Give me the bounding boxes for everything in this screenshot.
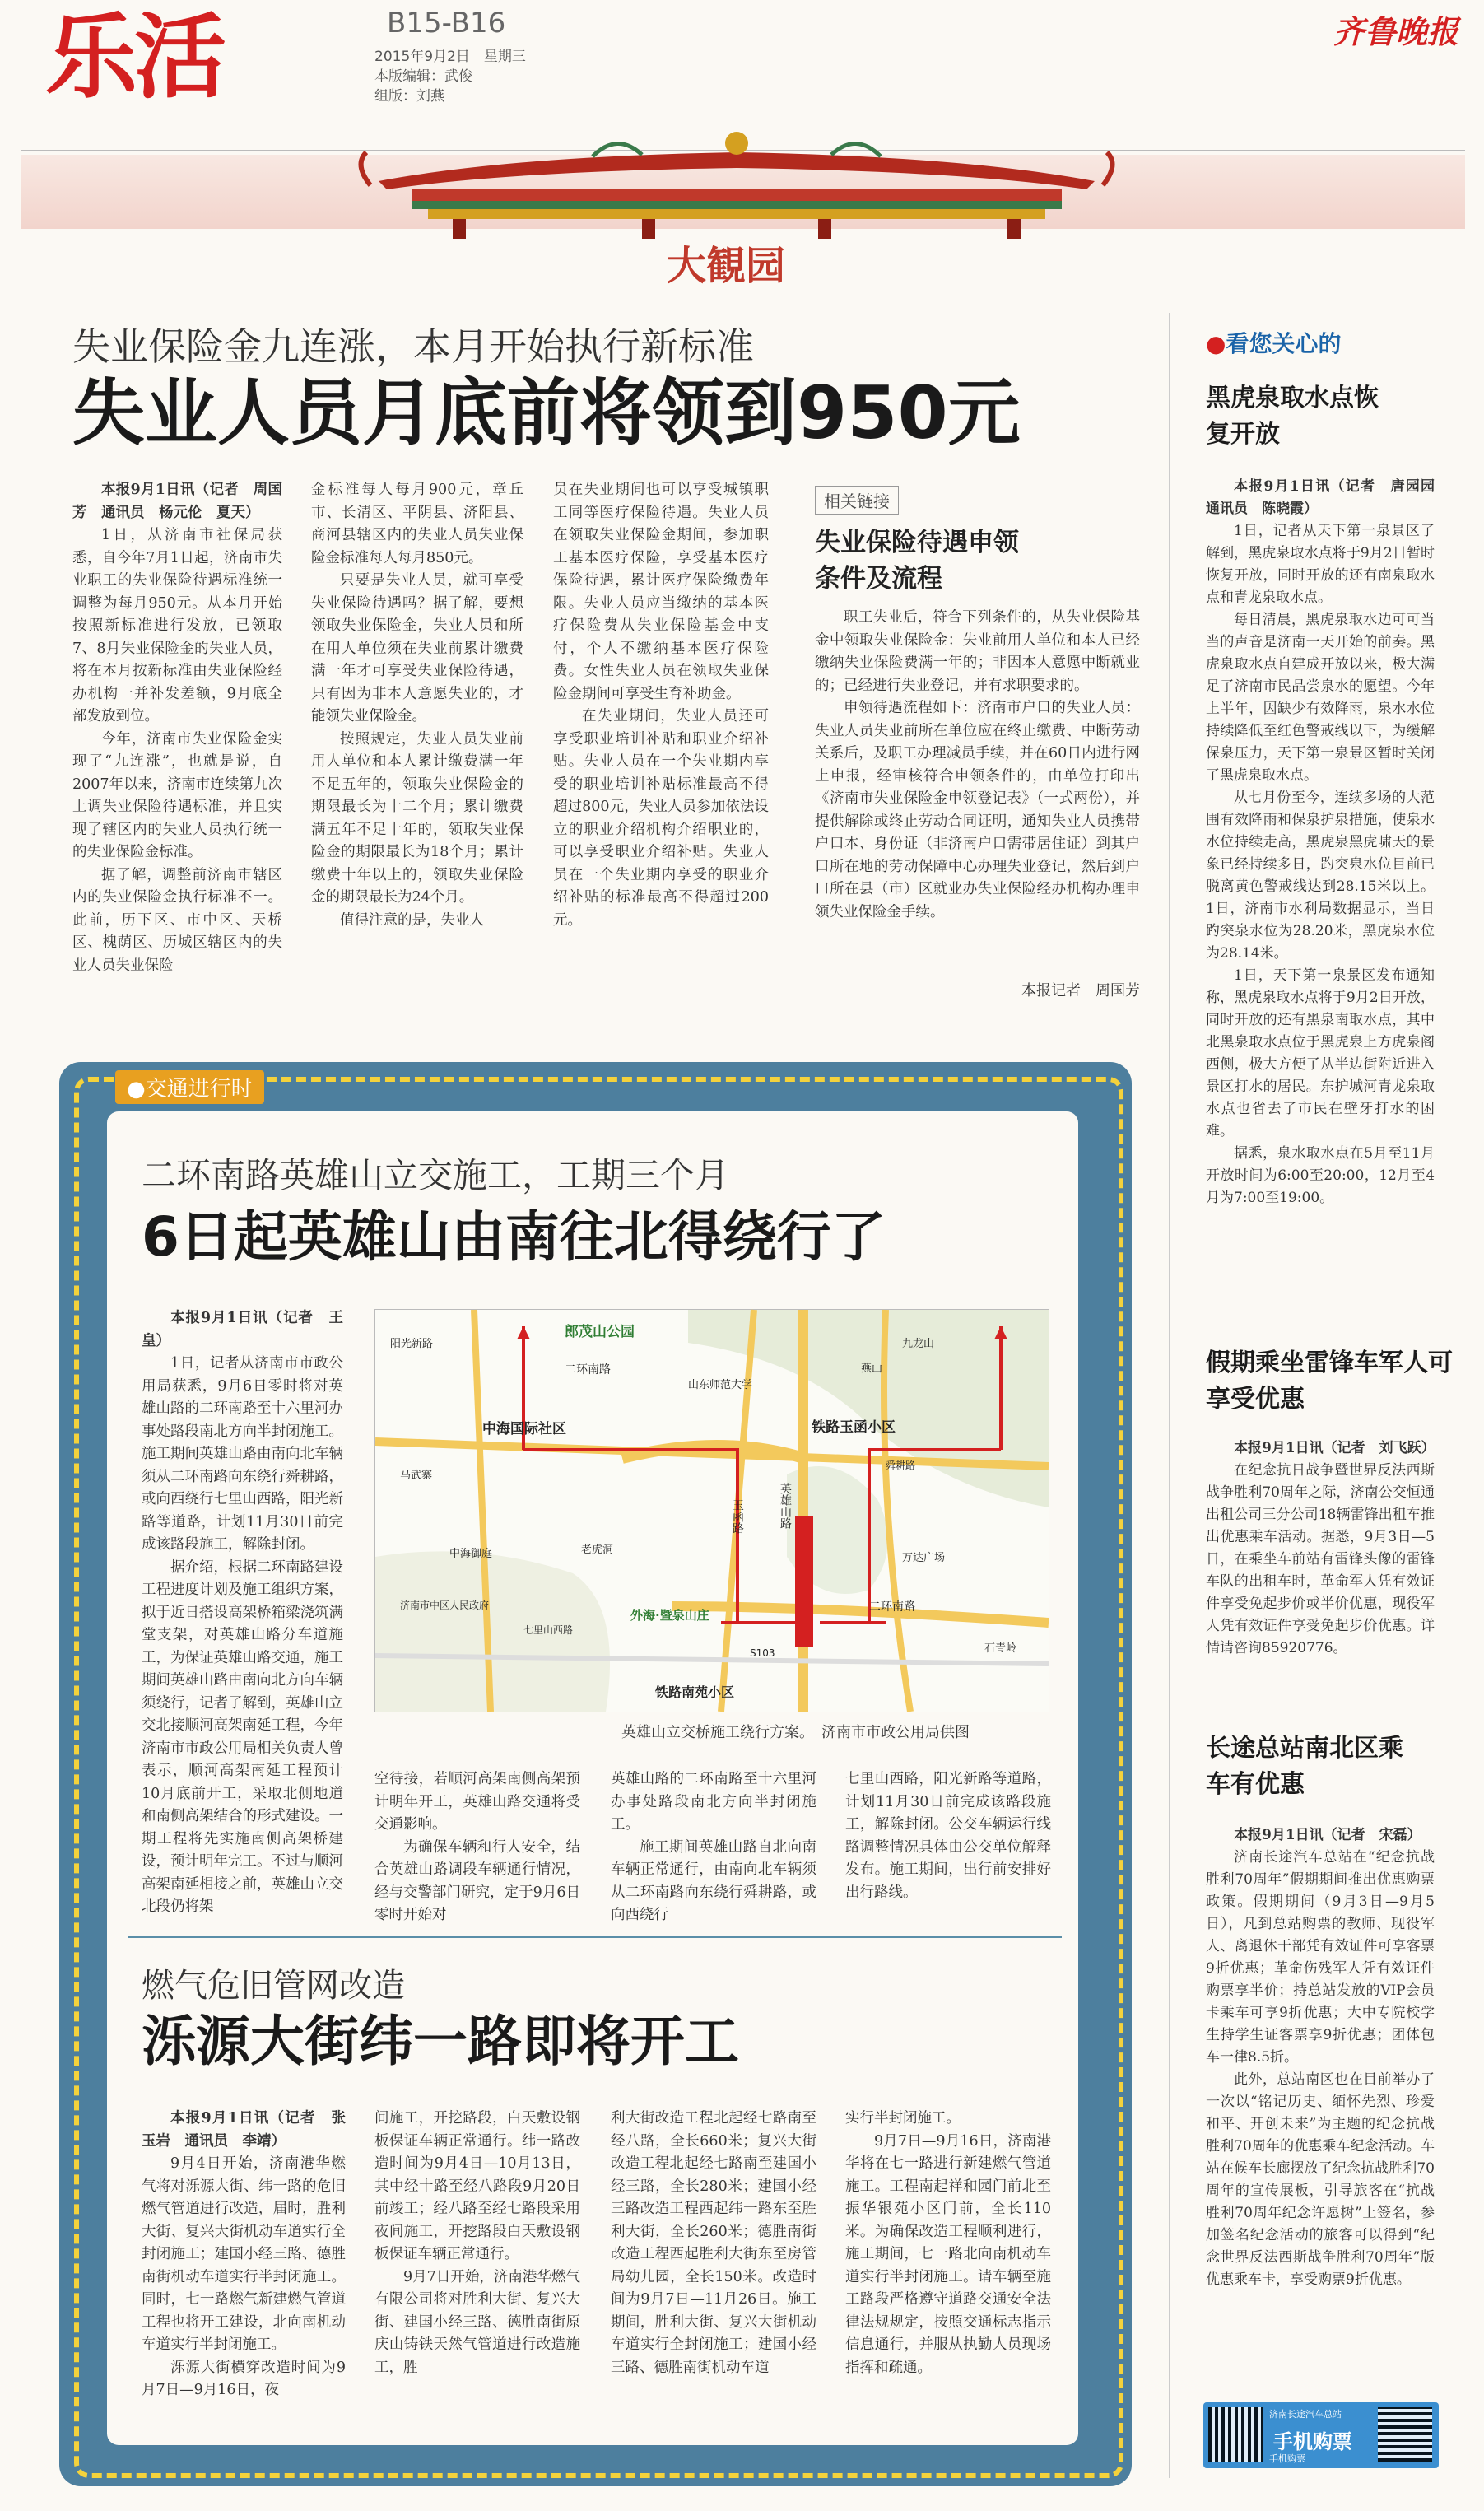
sidebar-paragraph: 1日，记者从天下第一泉景区了解到，黑虎泉取水点将于9月2日暂时恢复开放，同时开放的还有南泉取水点和青龙泉取水点。 [1206,523,1435,606]
map-label: 阳光新路 [390,1338,434,1350]
traffic-column-4 [845,1768,1051,1921]
sidebar-paragraph: 据悉，泉水取水点在5月至11月开放时间为6:00至20:00，12月至4月为7:00至19:00。 [1206,1145,1435,1206]
traffic-paragraph: 英雄山路的二环南路至十六里河办事处路段南北方向半封闭施工。 [611,1771,816,1833]
map-label: 二环南路 [869,1600,915,1614]
pagoda-roof-illustration [346,107,1128,239]
traffic-divider [128,1936,1062,1938]
related-link-box [815,486,1140,1029]
traffic-column-1 [142,1307,343,1921]
sidebar-paragraph: 济南长途汽车总站在“纪念抗战胜利70周年”假期期间推出优惠购票政策。假期期间（9月3日—9月5日），凡到总站购票的教师、现役军人、离退休干部凭有效证件可享客票9折优惠；革命伤残军人凭有效证件购票享半价；持总站发放的VIP会员卡乘车可享9折优惠；大中专院校学生持学生证客票享9折优惠；团体包车一律8.5折。 [1206,1849,1435,2066]
gas-paragraph: 实行半封闭施工。 [845,2110,961,2127]
lead-paragraph: 1日，从济南市社保局获悉，自今年7月1日起，济南市失业职工的失业保险待遇标准统一调整为每月950元。从本月开始按照新标准进行发放，已领取7、8月失业保险金的失业人员，将在本月按新标准由失业保险经办机构一并补发差额，9月底全部发放到位。 [72,527,282,724]
gas-byline: 本报9月1日讯（记者 张玉岩 通讯员 李靖） [142,2110,346,2150]
qr-code-right-icon [1378,2407,1432,2462]
related-link-paragraph: 职工失业后，符合下列条件的，从失业保险基金中领取失业保险金：失业前用人单位和本人已经缴纳失业保险费满一年的；非因本人意愿中断就业的；已经进行失业登记，并有求职要求的。 [815,609,1140,694]
qr-caption-left: 济南长途汽车总站 [1269,2409,1342,2420]
map-label: 郎茂山公园 [565,1324,635,1340]
gas-column-3 [611,2108,816,2429]
qr-caption-right: 手机购票 [1269,2453,1305,2464]
sidebar-paragraph: 在纪念抗日战争暨世界反法西斯战争胜利70周年之际，济南公交恒通出租公司三分公司18辆雷锋出租车推出优惠乘车活动。据悉，9月3日—5日，在乘坐车前站有雷锋头像的雷锋车队的出租车时，革命军人凭有效证件享受免起步价或半价优惠，现役军人凭有效证件享受免起步价优惠。详情请咨询85920776。 [1206,1462,1435,1656]
right-column-header [1206,326,1341,359]
map-label: 舜耕路 [886,1460,916,1471]
right-column-header-label: 看您关心的 [1226,330,1342,357]
traffic-paragraph: 为确保车辆和行人安全，结合英雄山路调段车辆通行情况，经与交警部门研究，定于9月6日零时开始对 [374,1838,580,1923]
detour-map [374,1309,1049,1712]
traffic-paragraph: 据介绍，根据二环南路建设工程进度计划及施工组织方案，拟于近日搭设高架桥箱梁浇筑满堂支架，对英雄山路分车道施工，为保证英雄山路交通，施工期间英雄山路由南向北方向车辆须绕行，记者了解到，英雄山立交北接顺河高架南延工程，今年济南市市政公用局相关负责人曾表示，顺河高架南延工程预计10月底前开工，采取北侧地道和南侧高架结合的形式建设。一期工程将先实施南侧高架桥建设，预计明年完工。不过与顺河高架南延相接之前，英雄山立交北段仍将架 [142,1558,343,1915]
sidebar-byline: 本报9月1日讯（记者 刘飞跃） [1234,1440,1435,1456]
traffic-paragraph: 1日，记者从济南市市政公用局获悉，9月6日零时将对英雄山路的二环南路至十六里河办事处路段南北方向半封闭施工。施工期间英雄山路由南向北车辆须从二环南路向东绕行舜耕路，或向西绕行七里山西路，阳光新路等道路，计划11月30日前完成该路段施工，解除封闭。 [142,1355,343,1553]
right-column-rule [1169,313,1170,2478]
related-link-title: 失业保险待遇申领条件及流程 [815,528,1019,594]
map-label: 中海国际社区 [482,1421,566,1437]
lead-subtitle: 失业保险金九连涨，本月开始执行新标准 [72,324,754,369]
map-label: 燕山 [861,1363,883,1375]
map-label: 二环南路 [565,1363,611,1377]
lead-column-1 [72,479,282,1023]
map-label: 玉函路 [731,1499,744,1534]
sidebar-paragraph: 从七月份至今，连续多场的大范围有效降雨和保泉护泉措施，使泉水水位持续走高，黑虎泉黑虎啸天的景象已经持续多日，趵突泉水位目前已脱离黄色警戒线达到28.15米以上。1日，济南市水利局数据显示，当日趵突泉水位为28.20米，黑虎泉水位为28.14米。 [1206,790,1435,962]
sidebar-byline: 本报9月1日讯（记者 唐园园 通讯员 陈晓霞） [1206,478,1449,517]
map-label: 石青岭 [984,1642,1017,1655]
map-label: 英雄山路 [779,1483,792,1529]
gas-paragraph: 间施工，开挖路段，白天敷设钢板保证车辆正常通行。纬一路改造时间为9月4日—10月13日，其中经十路至经八路段9月20日前竣工；经八路至经七路段采用夜间施工，开挖路段白天敷设钢板保证车辆正常通行。 [374,2110,580,2262]
related-link-paragraph: 申领待遇流程如下：济南市户口的失业人员：失业人员失业前所在单位应在终止缴费、中断劳动关系后，及职工办理减员手续，并在60日内进行网上申报，经审核符合申领条件的，由单位打印出《济南市失业保险金申领登记表》（一式两份），并提供解除或终止劳动合同证明，通知失业人员携带户口本、身份证（非济南户口需带居住证）到其户口所在地的劳动保障中心办理失业登记，然后到户口所在县（市）区就业办失业保险经办机构办理申领失业保险金手续。 [815,700,1140,920]
sidebar-paragraph: 每日清晨，黑虎泉取水边可可当当的声音是济南一天开始的前奏。黑虎泉取水点自建成开放以来，极大满足了济南市民品尝泉水的愿望。今年上半年，因缺少有效降雨，泉水水位持续降低至红色警戒线以下，为缓解保泉压力，天下第一泉景区暂时关闭了黑虎泉取水点。 [1206,612,1435,784]
sidebar-story-body [1206,476,1449,1299]
sidebar-story-body [1206,1824,1435,2392]
gas-paragraph: 9月7日开始，济南港华燃气有限公司将对胜利大街、复兴大街、建国小经三路、德胜南街原庆山铸铁天然气管道进行改造施工，胜 [374,2268,580,2376]
gas-column-1 [142,2108,346,2429]
lead-paragraph: 在失业期间，失业人员还可享受职业培训补贴和职业介绍补贴。失业人员在一个失业期内享受的职业培训补贴标准最高不得超过800元，失业人员参加依法设立的职业介绍机构介绍职业的，可以享受职业介绍补贴。失业人员在一个失业期内享受的职业介绍补贴的标准最高不得超过200元。 [553,708,769,929]
traffic-column-3 [611,1768,816,1921]
map-caption: 英雄山立交桥施工绕行方案。 济南市市政公用局供图 [621,1724,970,1741]
lead-paragraph: 按照规定，失业人员失业前用人单位和本人累计缴费满一年不足五年的，领取失业保险金的期限最长为十二个月；累计缴费满五年不足十年的，领取失业保险金的期限最长为18个月；累计缴费十年以上的，领取失业保险金的期限最长为24个月。 [311,730,523,906]
traffic-tag-label: 交通进行时 [145,1077,253,1102]
traffic-paragraph: 施工期间英雄山路自北向南车辆正常通行，由南向北车辆须从二环南路向东绕行舜耕路，或向西绕行 [611,1838,816,1923]
gas-paragraph: 利大街改造工程北起经七路南至经八路，全长660米；复兴大街改造工程北起经七路南至建国小经三路，全长280米；建国小经三路改造工程西起纬一路东至胜利大街，全长260米；德胜南街改造工程西起胜利大街东至房管局幼儿园，全长150米。改造时间为9月7日—11月26日。施工期间，胜利大街、复兴大街机动车道实行全封闭施工；建国小经三路、德胜南街机动车道 [611,2110,816,2376]
gas-column-4 [845,2108,1051,2429]
lead-paragraph: 今年，济南市失业保险金实现了“九连涨”，也就是说，自2007年以来，济南市连续第九次上调失业保险待遇标准，并且实现了辖区内的失业人员执行统一的失业保险金标准。 [72,730,282,860]
sidebar-story-title: 假期乘坐雷锋车军人可享受优惠 [1206,1349,1453,1414]
sidebar-paragraph: 1日，天下第一泉景区发布通知称，黑虎泉取水点将于9月2日开放，同时开放的还有黑泉南取水点，其中北黑泉取水点位于黑虎泉上方虎泉阁西侧，极大方便了从半边街附近进入景区打水的居民。东护城河青龙泉取水点也省去了市民在壁牙打水的困难。 [1206,967,1435,1139]
traffic-byline: 本报9月1日讯（记者 王皇） [142,1310,343,1349]
page-layout-credit: 组版：刘燕 [374,88,444,105]
sidebar-story-title: 长途总站南北区乘车有优惠 [1206,1734,1403,1799]
bullet-dot-icon: ● [1206,330,1226,357]
issue-date: 2015年9月2日 星期三 [374,49,526,65]
map-label: 老虎洞 [581,1544,614,1556]
lead-paragraph: 值得注意的是，失业人 [340,911,484,929]
qr-banner [1203,2402,1439,2468]
detour-map-graphic [375,1310,1049,1712]
lead-column-3 [553,479,769,1023]
map-label: 铁路南苑小区 [655,1684,735,1700]
map-label: 中海御庭 [449,1548,493,1560]
sidebar-story-body [1206,1437,1435,1709]
traffic-paragraph: 空待接，若顺河高架南侧高架预计明年开工，英雄山路交通将受交通影响。 [374,1771,580,1833]
lead-column-2 [311,479,523,1023]
gas-paragraph: 9月4日开始，济南港华燃气将对泺源大街、纬一路的危旧燃气管道进行改造，届时，胜利大街、复兴大街机动车道实行全封闭施工；建国小经三路、德胜南街机动车道实行半封闭施工。同时，七一路燃气新建燃气管道工程也将开工建设，北向南机动车道实行半封闭施工。 [142,2155,346,2353]
traffic-subtitle: 二环南路英雄山立交施工，工期三个月 [142,1155,730,1195]
gas-subtitle: 燃气危旧管网改造 [142,1967,405,2005]
map-label: 外海·暨泉山庄 [630,1608,709,1623]
gas-title: 泺源大街纬一路即将开工 [142,2010,739,2073]
sidebar-byline: 本报9月1日讯（记者 宋磊） [1234,1827,1421,1843]
map-label: 七里山西路 [523,1624,574,1636]
sidebar-story-title: 黑虎泉取水点恢复开放 [1206,384,1379,449]
lead-paragraph: 员在失业期间也可以享受城镇职工同等医疗保险待遇。失业人员在领取失业保险金期间，参加职工基本医疗保险，享受基本医疗保险待遇，累计医疗保险缴费年限。失业人员应当缴纳的基本医疗保险费从失业保险基金中支付，个人不缴纳基本医疗保险费。女性失业人员在领取失业保险金期间可享受生育补助金。 [553,482,769,702]
gas-column-2 [374,2108,580,2429]
gas-paragraph: 9月7日—9月16日，济南港华将在七一路进行新建燃气管道施工。工程南起祥和园门前北至振华银苑小区门前，全长110米。为确保改造工程顺利进行，施工期间，七一路北向南机动车道实行半封闭施工。请车辆至施工路段严格遵守道路交通安全法律法规规定，按照交通标志指示信息通行，并服从执勤人员现场指挥和疏通。 [845,2132,1051,2376]
related-link-body [815,607,1140,969]
column-title: 大観园 [667,243,786,289]
masthead-logo: 乐活 [45,4,223,111]
traffic-column-2 [374,1768,580,1921]
map-label: S103 [750,1647,775,1659]
page-editor: 本版编辑：武俊 [374,68,472,85]
lead-paragraph: 金标准每人每月900元，章丘市、长清区、平阴县、济阳县、商河县辖区内的失业人员失业保险金标准每人每月850元。 [311,482,523,566]
related-link-tag: 相关链接 [815,486,899,515]
lead-title: 失业人员月底前将领到950元 [72,370,1021,455]
traffic-title: 6日起英雄山由南往北得绕行了 [142,1205,886,1269]
lead-byline: 本报9月1日讯（记者 周国芳 通讯员 杨元伦 夏天） [72,482,282,521]
page-numbers: B15-B16 [387,7,506,40]
gas-paragraph: 泺源大街横穿改造时间为9月7日—9月16日，夜 [142,2359,346,2398]
qr-code-left-icon [1208,2407,1263,2462]
traffic-paragraph: 七里山西路，阳光新路等道路，计划11月30日前完成该路段施工，解除封闭。公交车辆运行线路调整情况具体由公交单位解释发布。施工期间，出行前安排好出行路线。 [845,1771,1051,1901]
map-label: 铁路玉函小区 [812,1419,896,1436]
traffic-tag [115,1070,264,1104]
bullet-dot-icon: ● [127,1077,146,1102]
lead-paragraph: 据了解，调整前济南市辖区内的失业保险金执行标准不一。此前，历下区、市中区、天桥区、槐荫区、历城区辖区内的失业人员失业保险 [72,866,282,974]
newspaper-name: 齐鲁晚报 [1333,13,1459,50]
related-link-byline: 本报记者 周国芳 [1021,982,1140,999]
lead-paragraph: 只要是失业人员，就可享受失业保险待遇吗？据了解，要想领取失业保险金，失业人员和所在用人单位须在失业前累计缴费满一年才可享受失业保险待遇，只有因为非本人意愿失业的，才能领失业保险金。 [311,572,523,724]
map-label: 马武寨 [400,1470,433,1482]
map-label: 济南市中区人民政府 [400,1600,490,1611]
map-label: 万达广场 [902,1552,946,1564]
qr-banner-text[interactable]: 手机购票 [1273,2430,1352,2453]
map-label: 山东师范大学 [688,1379,753,1391]
map-label: 九龙山 [902,1338,935,1350]
sidebar-paragraph: 此外，总站南区也在目前举办了一次以“铭记历史、缅怀先烈、珍爱和平、开创未来”为主题的纪念抗战胜利70周年的优惠乘车纪念活动。车站在候车长廊摆放了纪念抗战胜利70周年的宣传展板，引导旅客在“抗战胜利70周年纪念许愿树”上签名，参加签名纪念活动的旅客可以得到“纪念世界反法西斯战争胜利70周年”版优惠乘车卡，享受购票9折优惠。 [1206,2071,1435,2288]
